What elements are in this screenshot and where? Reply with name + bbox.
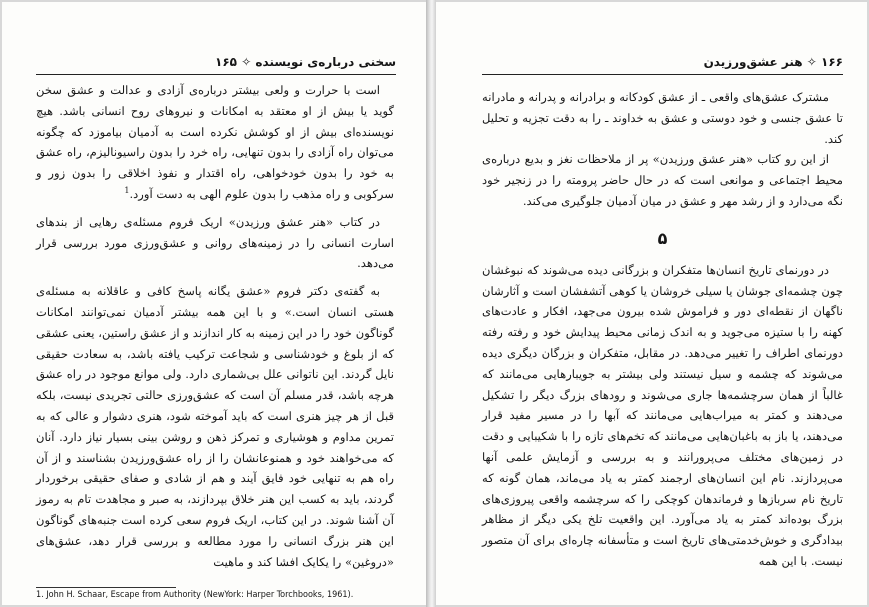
- right-paragraph-1: مشترک عشق‌های واقعی ـ از عشق کودکانه و برادرانه و پدرانه و مادرانه تا عشق جنسی و خود دوستی و عشق به خداوند ـ را به دقت تجزیه و تحلیل کند.: [482, 90, 843, 146]
- right-page-header: ۱۶۶ ✧ هنر عشق‌ورزیدن: [703, 55, 843, 69]
- left-page-header: سخنی درباره‌ی نویسنده ✧ ۱۶۵: [215, 55, 396, 69]
- right-paragraph-2: از این رو کتاب «هنر عشق ورزیدن» پر از ملاحظات نغز و بدیع درباره‌ی محیط اجتماعی و موانعی است که در حال حاضر پرومته را در زنجیر خود نگه می‌دارد و از رشد مهر و عشق در میان آدمیان جلوگیری می‌کند.: [482, 152, 843, 208]
- left-header-rule: [36, 74, 396, 75]
- right-page-body: [482, 87, 843, 572]
- footnote-marker: 1: [124, 186, 130, 196]
- footnote-rule: [36, 587, 176, 588]
- left-paragraph-1: [36, 80, 394, 205]
- footnote: 1. John H. Schaar, Escape from Authority (NewYork: Harper Torchbooks, 1961).: [36, 590, 354, 600]
- left-page-body: [36, 80, 394, 572]
- left-page: [2, 2, 426, 605]
- left-paragraph-3: به گفته‌ی دکتر فروم «عشق یگانه پاسخ کافی و عاقلانه به مسئله‌ی هستی انسان است.» و با این همه بیشتر آدمیان نمی‌توانند امکانات گوناگون خود را در این زمینه به کار اندازند و از عشق راستین، یعنی عشقی که از بلوغ و خودشناسی و شجاعت ترکیب یافته باشد، به سعادت حقیقی نایل گردند. این ناتوانی علل بی‌شماری دارد. ولی موانع موجود در راه عشق هرچه باشد، قدر مسلم آن است که عشق‌ورزی حالتی تجریدی نیست، بلکه قبل از هر چیز هنری است که باید آموخته شود، هنری دشوار و عالی که به تمرین مداوم و هوشیاری و تمرکز ذهن و روشن بینی بسیار نیاز دارد. آنان که می‌خواهند خود و همنوعانشان را از راه عشق‌ورزیدن بشناسند و از آن راه هم به تنهایی خود فایق آیند و هم از شادی و صفای حقیقی برخوردار گردند، باید به کسب این هنر خلاق بپردازند، به صبر و مجاهدت تام به رموز آن آشنا شوند. در این کتاب، اریک فروم سعی کرده است جنبه‌های گوناگون این هنر بزرگ انسانی را مورد مطالعه و بررسی قرار دهد، عشق‌های «دروغین» را یکایک افشا کند و ماهیت: [36, 284, 394, 569]
- left-paragraph-2: در کتاب «هنر عشق ورزیدن» اریک فروم مسئله‌ی رهایی از بندهای اسارت انسانی را در زمینه‌های روانی و عشق‌ورزی مورد بررسی قرار می‌دهد.: [36, 214, 394, 271]
- right-header-rule: [482, 74, 843, 75]
- right-page: [436, 2, 867, 605]
- left-paragraph-1-text: است با حرارت و ولعی بیشتر درباره‌ی آزادی و عدالت و عشق سخن گوید یا بیش از او معتقد به امکانات و نیروهای روح انسانی باشد. هیچ نویسنده‌ای بیش از او کوشش نکرده است به آدمیان بیاموزد که چگونه می‌توان راه آزادی را بدون تنهایی، راه خرد را بدون راسیونالیزم، راه عشق به خود را بدون خودخواهی، راه اقتدار و نفوذ اخلاقی را بدون زور و سرکوبی و راه مذهب را بدون علوم الهی به دست آورد.: [36, 83, 394, 201]
- right-paragraph-3: در دورنمای تاریخ انسان‌ها متفکران و بزرگانی دیده می‌شوند که نبوغشان چون چشمه‌ای جوشان یا سیلی خروشان یا کوهی آتشفشان است و آثارشان ناگهان از نقطه‌ای دور و فراموش شده بیرون می‌جهد، افکار و عادت‌های کهنه را با ستیزه می‌جوید و به اندک زمانی محیط پیدایش خود و رفته رفته دورنمای اطراف را تغییر می‌دهد. در مقابل، متفکران و بزرگان دیگری دیده می‌شوند که چشمه و سیل نیستند ولی بیشتر به جویبارهایی می‌مانند که غالباً از همان سرچشمه‌ها جاری می‌شوند و رودهای بزرگ دیگر را تشکیل می‌دهند و کمتر به میراب‌هایی می‌مانند که آبها را در مسیر مفید قرار می‌دهند، یا باز به باغبان‌هایی می‌مانند که تخم‌های تازه را با شکیبایی و دقت در زمین‌های مختلف می‌پرورانند و به بررسی و آزمایش علمی آنها می‌پردازند. نام این انسان‌های ارجمند کمتر به یاد می‌ماند، همان گونه که تاریخ نام سربازها و فرماندهان کوچکی را که سرچشمه واقعی پیروزی‌های بزرگ بوده‌اند کمتر به یاد می‌آورد. این واقعیت تلخ یکی دیگر از مظاهر بیدادگری و خوش‌خدمتی‌های تاریخ است و متأسفانه چاره‌ای برای آن متصور نیست. با این همه: [482, 262, 843, 568]
- section-number: ۵: [657, 228, 668, 248]
- book-gutter: [426, 0, 436, 607]
